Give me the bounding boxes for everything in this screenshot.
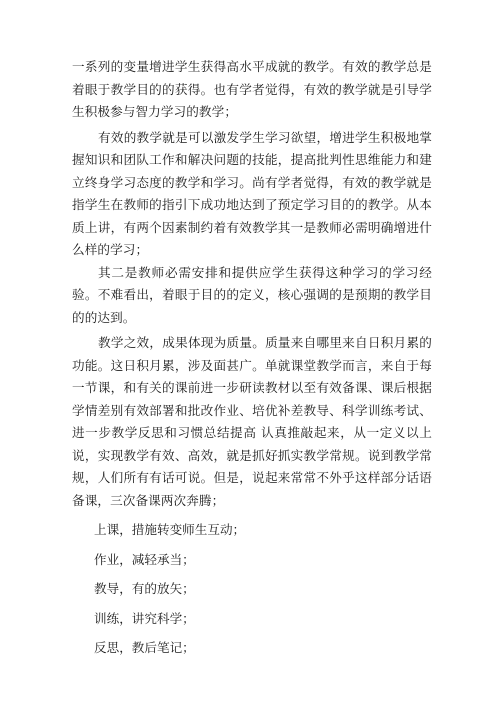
paragraph-1: 一系列的变量增进学生获得高水平成就的教学。有效的教学总是着眼于教学目的的获得。也有学者觉得，有效的教学就是引导学生积极参与智力学习的教学； (72, 59, 432, 119)
paragraph-4: 教学之效，成果体现为质量。质量来自哪里来自日积月累的功能。这日积月累，涉及面甚广。单就课堂教学而言，来自于每一节课，和有关的课前进一步研读教材以至有效备课、课后根据学情差别有效部署和批改作业、培优补差教导、科学训练考试、进一步教学反思和习惯总结提高 认真推敲起来，从一定义以上说，实现教学有效、高效，就是抓好抓实教学常规。说到教学常规，人们所有有话可说。但是，说起来常常不外乎这样部分话语备课，三次备课两次奔腾； (72, 335, 432, 508)
list-item-tutoring: 教导，有的放矢； (94, 581, 195, 596)
paragraph-3: 其二是教师必需安排和提供应学生获得这种学习的学习经验。不难看出，着眼于目的的定义，核心强调的是预期的教学目的的达到。 (72, 264, 432, 325)
paragraph-2: 有效的教学就是可以激发学生学习欲望，增进学生积极地掌握知识和团队工作和解决问题的技能，提高批判性思维能力和建立终身学习态度的教学和学习。尚有学者觉得，有效的教学就是指学生在教师的指引下成功地达到了预定学习目的的教学。从本质上讲，有两个因素制约着有效教学其一是教师必需明确增进什么样的学习； (72, 129, 432, 257)
list-item-homework: 作业，减轻承当； (94, 551, 195, 567)
document-page (72, 56, 432, 660)
list-item-reflection: 反思，教后笔记； (94, 640, 195, 655)
list-item-training: 训练，讲究科学； (94, 610, 195, 626)
list-item-class: 上课，措施转变师生互动； (94, 522, 246, 537)
